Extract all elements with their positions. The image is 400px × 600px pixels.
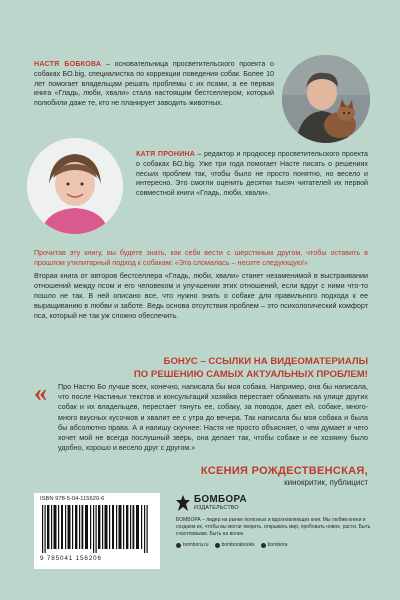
social-vk[interactable] xyxy=(215,542,255,548)
quote-author xyxy=(201,465,368,487)
publisher-logo xyxy=(176,495,376,511)
social-website-label: bombora.ru xyxy=(183,542,209,549)
bombora-logo-icon xyxy=(176,495,190,511)
social-instagram[interactable] xyxy=(261,542,288,548)
quote-author-role: кинокритик, публицист xyxy=(284,478,368,487)
author-photo-nastya xyxy=(282,55,370,143)
social-instagram-label: bombora xyxy=(267,542,288,549)
quote-author-name: КСЕНИЯ РОЖДЕСТВЕНСКАЯ, xyxy=(200,465,368,477)
publisher-subtitle: ИЗДАТЕЛЬСТВО xyxy=(194,504,239,511)
barcode-bars-icon xyxy=(40,505,154,553)
isbn-number: ISBN 978-5-04-115620-6 xyxy=(40,496,105,502)
bio-nastya-name: НАСТЯ БОБКОВА xyxy=(34,60,102,68)
quote-mark-icon: « xyxy=(34,378,47,407)
katya-portrait-image xyxy=(27,138,123,234)
globe-icon xyxy=(176,543,181,548)
bonus-banner xyxy=(60,355,368,382)
barcode-digits: 9 785041 156206 xyxy=(40,555,102,562)
bio-katya xyxy=(136,150,368,199)
description-intro: Прочитав эту книгу, вы будете знать, как себя вести с шерстяным другом, чтобы оставить в прошлом утилитарный подход к собакам: «Эта сломалась – несите следующую!» xyxy=(34,248,368,268)
bio-katya-name: КАТЯ ПРОНИНА xyxy=(136,150,196,158)
vk-icon xyxy=(215,543,220,548)
bio-nastya xyxy=(34,60,274,109)
bio-katya-text: – редактор и продюсер просветительского проекта о собаках БО.big. Уже три года помогает Насте писать о решениях песьих проблем так, чтобы было не просто понятно, но весело и интересно. Это смогли оценить десятки тысяч читателей их первой совместной книги «Гладь, люби, хвали». xyxy=(136,150,368,198)
publisher-name: БОМБОРА xyxy=(194,494,248,506)
book-description xyxy=(34,248,368,325)
publisher-block xyxy=(176,495,376,548)
bio-nastya-text: – основательница просветительского проекта о собаках БО.big, специалистка по коррекции поведения собак. Более 10 лет помогает владельцам решать проблемы с их псами, а ее первая книга «Гладь, люби, хвали» стала настоящим бестселлером, который полюбили даже те, кто не планирует заводить животных. xyxy=(34,60,274,108)
publisher-description: БОМБОРА – лидер на рынке полезных и вдохновляющих книг. Мы любим книги и создаем их, чтобы вы могли творить, открывать мир, пробовать новое, расти. Быть счастливыми. Быть на волне. xyxy=(176,517,371,537)
description-body: Вторая книга от авторов бестселлера «Гладь, люби, хвали» станет незаменимой в выстраивании отношений между псом и его человеком и улучшении этих отношений, если вдруг с ними что-то пошло не так. В ней описано все, что нужно знать о собаке для правильного подхода к ее выращиванию в любви и заботе. Ведь основа отсутствия проблем – это психологический комфорт пса, который не так уж сложно обеспечить. xyxy=(34,271,368,321)
social-vk-label: bomborabooks xyxy=(221,542,255,549)
publisher-socials xyxy=(176,542,376,548)
instagram-icon xyxy=(261,543,266,548)
nastya-portrait-image xyxy=(282,55,370,143)
barcode xyxy=(34,493,160,569)
bonus-line-2: ПО РЕШЕНИЮ САМЫХ АКТУАЛЬНЫХ ПРОБЛЕМ! xyxy=(133,369,368,381)
author-photo-katya xyxy=(27,138,123,234)
bonus-line-1: БОНУС – ССЫЛКИ НА ВИДЕОМАТЕРИАЛЫ xyxy=(163,356,368,367)
review-quote: Про Настю Бо лучше всех, конечно, написала бы моя собака. Например, она бы написала, что после Настиных текстов и консультаций хозяйка перестает облаивать на улице других собак и их владельцев, перестает тянуть ее, собаку, за поводок, дает ей, собаке, много-много вкусных кусочков и хвалит ее с утра до вечера. Так написала бы моя собака и была бы абсолютно права. А я напишу скучнее: Настя не просто объясняет, о чем думает и чего хочет мой не всегда послушный зверь, она делает так, чтобы собаке и ее хозяину было удобно, хорошо и весело друг с другом.» xyxy=(58,382,368,453)
social-website[interactable] xyxy=(176,542,209,548)
